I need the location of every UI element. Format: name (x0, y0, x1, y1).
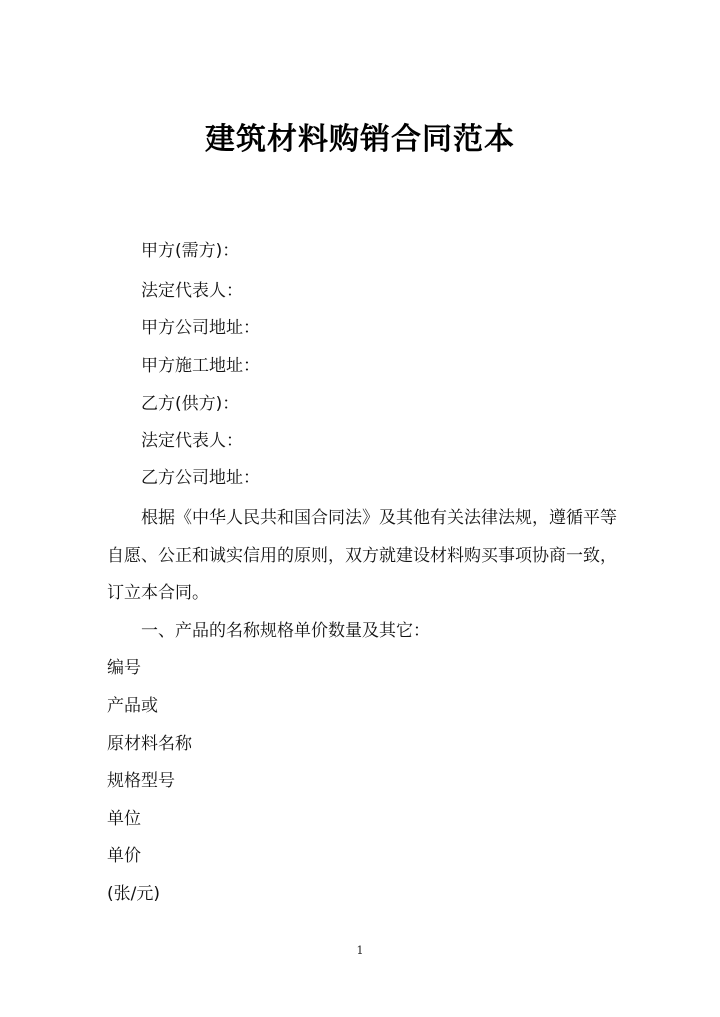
table-header-raw-material-name: 原材料名称 (107, 734, 192, 754)
party-b-company-address-field: 乙方公司地址： (141, 468, 260, 488)
preamble-line-3: 订立本合同。 (107, 583, 209, 603)
table-header-product-or: 产品或 (107, 696, 158, 716)
table-header-spec-model: 规格型号 (107, 771, 175, 791)
table-header-unit-price: 单价 (107, 846, 141, 866)
preamble-line-1: 根据《中华人民共和国合同法》及其他有关法律法规，遵循平等 (141, 508, 617, 528)
section-1-heading: 一、产品的名称规格单价数量及其它： (141, 621, 430, 641)
document-title: 建筑材料购销合同范本 (205, 122, 515, 157)
page-number: 1 (356, 944, 364, 957)
party-b-field: 乙方(供方)： (141, 394, 240, 414)
legal-rep-a-field: 法定代表人： (141, 281, 243, 301)
legal-rep-b-field: 法定代表人： (141, 431, 243, 451)
table-header-number: 编号 (107, 658, 141, 678)
party-a-company-address-field: 甲方公司地址： (141, 318, 260, 338)
party-a-site-address-field: 甲方施工地址： (141, 356, 260, 376)
party-a-field: 甲方(需方)： (141, 241, 240, 261)
table-header-price-unit: (张/元) (107, 884, 160, 904)
table-header-unit: 单位 (107, 809, 141, 829)
preamble-line-2: 自愿、公正和诚实信用的原则，双方就建设材料购买事项协商一致， (107, 546, 617, 566)
